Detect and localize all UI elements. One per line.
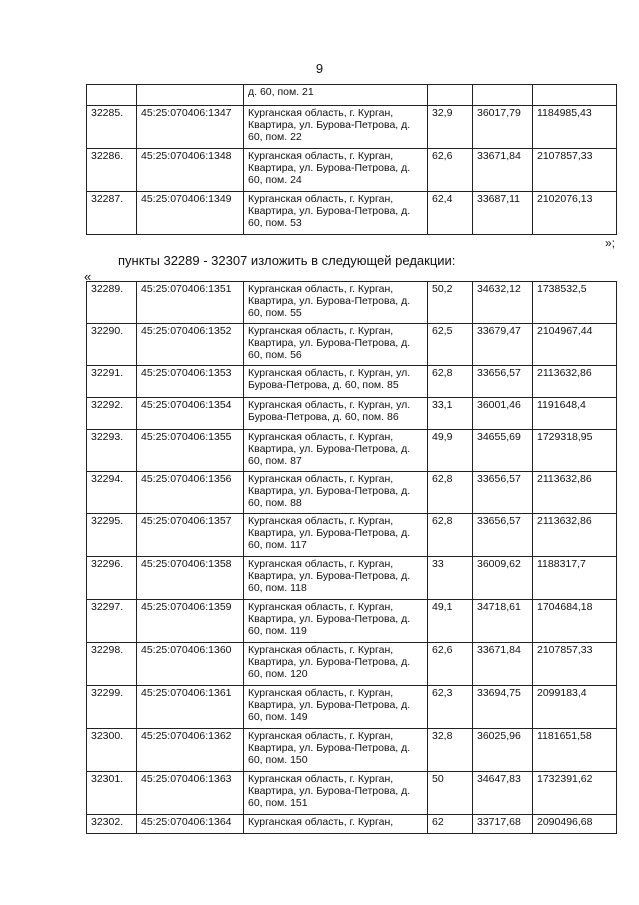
row-number-cell: 32297.	[87, 600, 137, 643]
cadastral-number-cell: 45:25:070406:1356	[137, 472, 244, 514]
price-per-sqm-cell: 34718,61	[473, 600, 533, 643]
price-per-sqm-cell: 36001,46	[473, 398, 533, 430]
table-row	[87, 557, 617, 600]
table-row	[87, 192, 617, 235]
amendment-instruction: пункты 32289 - 32307 изложить в следующей редакции:	[118, 253, 456, 268]
price-per-sqm-cell: 33717,68	[473, 815, 533, 834]
cadastral-value-cell: 2104967,44	[533, 324, 617, 366]
cadastral-value-cell: 1181651,58	[533, 729, 617, 772]
address-cell: Курганская область, г. Курган, Квартира, ул. Бурова-Петрова, д. 60, пом. 117	[244, 514, 428, 557]
area-cell: 62,8	[428, 514, 473, 557]
area-cell: 50	[428, 772, 473, 815]
area-cell: 49,1	[428, 600, 473, 643]
property-table-continued	[86, 84, 617, 235]
area-cell: 62,4	[428, 192, 473, 235]
cadastral-value-cell: 2113632,86	[533, 514, 617, 557]
cadastral-number-cell: 45:25:070406:1354	[137, 398, 244, 430]
cadastral-value-cell: 2107857,33	[533, 149, 617, 192]
price-per-sqm-cell: 34632,12	[473, 282, 533, 324]
area-cell: 62,3	[428, 686, 473, 729]
price-per-sqm-cell: 34647,83	[473, 772, 533, 815]
cadastral-value-cell: 2107857,33	[533, 643, 617, 686]
row-number-cell: 32286.	[87, 149, 137, 192]
cadastral-number-cell: 45:25:070406:1353	[137, 366, 244, 398]
address-cell: д. 60, пом. 21	[244, 85, 428, 106]
cadastral-number-cell: 45:25:070406:1348	[137, 149, 244, 192]
cadastral-number-cell	[137, 85, 244, 106]
table-row	[87, 472, 617, 514]
price-per-sqm-cell	[473, 85, 533, 106]
address-cell: Курганская область, г. Курган, Квартира, ул. Бурова-Петрова, д. 60, пом. 151	[244, 772, 428, 815]
price-per-sqm-cell: 33694,75	[473, 686, 533, 729]
table-row	[87, 643, 617, 686]
cadastral-value-cell: 2090496,68	[533, 815, 617, 834]
address-cell: Курганская область, г. Курган,	[244, 815, 428, 834]
price-per-sqm-cell: 36025,96	[473, 729, 533, 772]
cadastral-number-cell: 45:25:070406:1364	[137, 815, 244, 834]
table-row	[87, 600, 617, 643]
cadastral-number-cell: 45:25:070406:1357	[137, 514, 244, 557]
address-cell: Курганская область, г. Курган, Квартира, ул. Бурова-Петрова, д. 60, пом. 119	[244, 600, 428, 643]
row-number-cell: 32298.	[87, 643, 137, 686]
price-per-sqm-cell: 33687,11	[473, 192, 533, 235]
cadastral-number-cell: 45:25:070406:1359	[137, 600, 244, 643]
price-per-sqm-cell: 36009,62	[473, 557, 533, 600]
table-row	[87, 686, 617, 729]
cadastral-number-cell: 45:25:070406:1355	[137, 430, 244, 472]
area-cell: 62,5	[428, 324, 473, 366]
cadastral-value-cell: 2113632,86	[533, 366, 617, 398]
page-number: 9	[315, 61, 324, 76]
row-number-cell: 32300.	[87, 729, 137, 772]
row-number-cell: 32295.	[87, 514, 137, 557]
row-number-cell: 32296.	[87, 557, 137, 600]
cadastral-number-cell: 45:25:070406:1360	[137, 643, 244, 686]
row-number-cell: 32294.	[87, 472, 137, 514]
table-row	[87, 729, 617, 772]
cadastral-value-cell: 1704684,18	[533, 600, 617, 643]
price-per-sqm-cell: 36017,79	[473, 106, 533, 149]
area-cell: 62,8	[428, 472, 473, 514]
table-row	[87, 106, 617, 149]
property-table-amended	[86, 281, 617, 834]
table-row	[87, 149, 617, 192]
cadastral-value-cell: 2102076,13	[533, 192, 617, 235]
address-cell: Курганская область, г. Курган, ул. Бурова-Петрова, д. 60, пом. 85	[244, 366, 428, 398]
address-cell: Курганская область, г. Курган, Квартира, ул. Бурова-Петрова, д. 60, пом. 120	[244, 643, 428, 686]
cadastral-value-cell: 1729318,95	[533, 430, 617, 472]
cadastral-number-cell: 45:25:070406:1363	[137, 772, 244, 815]
cadastral-number-cell: 45:25:070406:1358	[137, 557, 244, 600]
area-cell: 62,8	[428, 366, 473, 398]
cadastral-value-cell: 1732391,62	[533, 772, 617, 815]
table-row	[87, 398, 617, 430]
cadastral-value-cell: 1191648,4	[533, 398, 617, 430]
address-cell: Курганская область, г. Курган, Квартира, ул. Бурова-Петрова, д. 60, пом. 24	[244, 149, 428, 192]
opening-quote: «	[84, 269, 92, 284]
address-cell: Курганская область, г. Курган, Квартира, ул. Бурова-Петрова, д. 60, пом. 56	[244, 324, 428, 366]
row-number-cell: 32290.	[87, 324, 137, 366]
area-cell	[428, 85, 473, 106]
table-row	[87, 324, 617, 366]
row-number-cell: 32289.	[87, 282, 137, 324]
area-cell: 62,6	[428, 149, 473, 192]
price-per-sqm-cell: 34655,69	[473, 430, 533, 472]
area-cell: 32,9	[428, 106, 473, 149]
cadastral-number-cell: 45:25:070406:1361	[137, 686, 244, 729]
cadastral-number-cell: 45:25:070406:1347	[137, 106, 244, 149]
table-row	[87, 514, 617, 557]
cadastral-value-cell: 1184985,43	[533, 106, 617, 149]
price-per-sqm-cell: 33671,84	[473, 643, 533, 686]
price-per-sqm-cell: 33656,57	[473, 366, 533, 398]
address-cell: Курганская область, г. Курган, Квартира, ул. Бурова-Петрова, д. 60, пом. 150	[244, 729, 428, 772]
table-row	[87, 282, 617, 324]
area-cell: 62,6	[428, 643, 473, 686]
row-number-cell: 32302.	[87, 815, 137, 834]
table-row	[87, 815, 617, 834]
row-number-cell: 32292.	[87, 398, 137, 430]
area-cell: 33,1	[428, 398, 473, 430]
address-cell: Курганская область, г. Курган, Квартира, ул. Бурова-Петрова, д. 60, пом. 118	[244, 557, 428, 600]
cadastral-value-cell: 2099183,4	[533, 686, 617, 729]
row-number-cell: 32293.	[87, 430, 137, 472]
table-row	[87, 366, 617, 398]
table-row	[87, 772, 617, 815]
row-number-cell: 32291.	[87, 366, 137, 398]
price-per-sqm-cell: 33656,57	[473, 514, 533, 557]
address-cell: Курганская область, г. Курган, Квартира, ул. Бурова-Петрова, д. 60, пом. 88	[244, 472, 428, 514]
cadastral-number-cell: 45:25:070406:1351	[137, 282, 244, 324]
cadastral-number-cell: 45:25:070406:1352	[137, 324, 244, 366]
price-per-sqm-cell: 33679,47	[473, 324, 533, 366]
area-cell: 32,8	[428, 729, 473, 772]
area-cell: 50,2	[428, 282, 473, 324]
address-cell: Курганская область, г. Курган, Квартира, ул. Бурова-Петрова, д. 60, пом. 22	[244, 106, 428, 149]
row-number-cell: 32299.	[87, 686, 137, 729]
cadastral-value-cell: 1188317,7	[533, 557, 617, 600]
cadastral-number-cell: 45:25:070406:1349	[137, 192, 244, 235]
cadastral-value-cell: 2113632,86	[533, 472, 617, 514]
row-number-cell: 32301.	[87, 772, 137, 815]
address-cell: Курганская область, г. Курган, ул. Бурова-Петрова, д. 60, пом. 86	[244, 398, 428, 430]
row-number-cell	[87, 85, 137, 106]
cadastral-number-cell: 45:25:070406:1362	[137, 729, 244, 772]
address-cell: Курганская область, г. Курган, Квартира, ул. Бурова-Петрова, д. 60, пом. 87	[244, 430, 428, 472]
address-cell: Курганская область, г. Курган, Квартира, ул. Бурова-Петрова, д. 60, пом. 53	[244, 192, 428, 235]
closing-quote: »;	[604, 236, 615, 250]
area-cell: 49,9	[428, 430, 473, 472]
row-number-cell: 32287.	[87, 192, 137, 235]
row-number-cell: 32285.	[87, 106, 137, 149]
address-cell: Курганская область, г. Курган, Квартира, ул. Бурова-Петрова, д. 60, пом. 55	[244, 282, 428, 324]
area-cell: 62	[428, 815, 473, 834]
cadastral-value-cell	[533, 85, 617, 106]
cadastral-value-cell: 1738532,5	[533, 282, 617, 324]
price-per-sqm-cell: 33656,57	[473, 472, 533, 514]
price-per-sqm-cell: 33671,84	[473, 149, 533, 192]
area-cell: 33	[428, 557, 473, 600]
table-row	[87, 85, 617, 106]
table-row	[87, 430, 617, 472]
address-cell: Курганская область, г. Курган, Квартира, ул. Бурова-Петрова, д. 60, пом. 149	[244, 686, 428, 729]
